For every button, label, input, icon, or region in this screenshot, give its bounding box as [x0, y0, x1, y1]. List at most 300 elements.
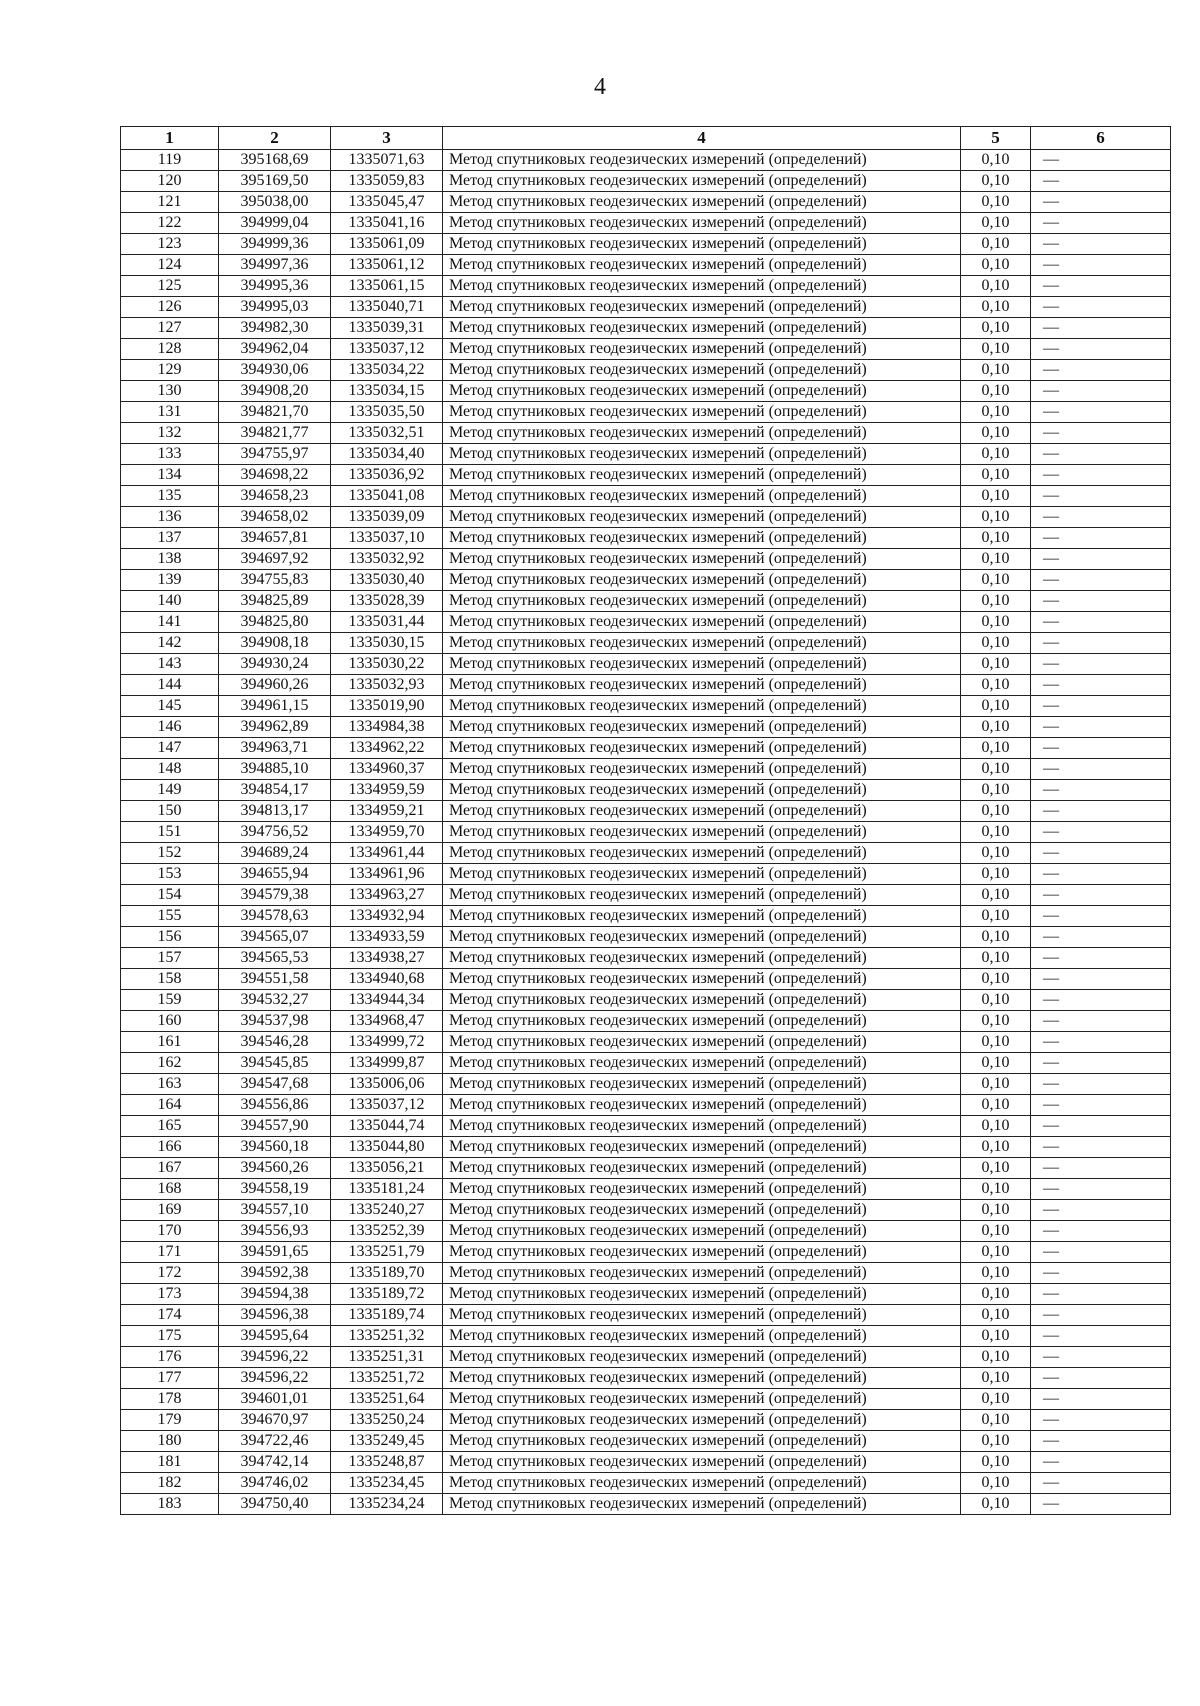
method-cell: Метод спутниковых геодезических измерений (определений)	[443, 864, 961, 885]
note-cell: —	[1031, 822, 1171, 843]
table-row	[121, 1242, 1171, 1263]
coordinate-y-cell: 1335041,16	[331, 213, 443, 234]
note-cell: —	[1031, 213, 1171, 234]
point-number-cell: 128	[121, 339, 219, 360]
coordinate-y-cell: 1335251,72	[331, 1368, 443, 1389]
coordinate-y-cell: 1334933,59	[331, 927, 443, 948]
method-cell: Метод спутниковых геодезических измерений (определений)	[443, 885, 961, 906]
point-number-cell: 156	[121, 927, 219, 948]
table-row	[121, 675, 1171, 696]
accuracy-cell: 0,10	[961, 780, 1031, 801]
note-cell: —	[1031, 318, 1171, 339]
note-cell: —	[1031, 1158, 1171, 1179]
note-cell: —	[1031, 549, 1171, 570]
table-row	[121, 1368, 1171, 1389]
table-row	[121, 1116, 1171, 1137]
accuracy-cell: 0,10	[961, 234, 1031, 255]
point-number-cell: 161	[121, 1032, 219, 1053]
table-row	[121, 1074, 1171, 1095]
point-number-cell: 155	[121, 906, 219, 927]
point-number-cell: 181	[121, 1452, 219, 1473]
point-number-cell: 124	[121, 255, 219, 276]
coordinate-y-cell: 1334959,59	[331, 780, 443, 801]
point-number-cell: 151	[121, 822, 219, 843]
coordinate-y-cell: 1334944,34	[331, 990, 443, 1011]
coordinate-y-cell: 1335030,22	[331, 654, 443, 675]
coordinate-x-cell: 394594,38	[219, 1284, 331, 1305]
table-row	[121, 864, 1171, 885]
point-number-cell: 170	[121, 1221, 219, 1242]
accuracy-cell: 0,10	[961, 1494, 1031, 1515]
coordinate-y-cell: 1335037,12	[331, 1095, 443, 1116]
coordinate-x-cell: 394546,28	[219, 1032, 331, 1053]
coordinate-x-cell: 394551,58	[219, 969, 331, 990]
accuracy-cell: 0,10	[961, 1179, 1031, 1200]
coordinate-x-cell: 394591,65	[219, 1242, 331, 1263]
table-row	[121, 1158, 1171, 1179]
note-cell: —	[1031, 1137, 1171, 1158]
method-cell: Метод спутниковых геодезических измерений (определений)	[443, 1389, 961, 1410]
coordinate-x-cell: 394750,40	[219, 1494, 331, 1515]
column-header-3: 3	[331, 127, 443, 150]
table-row	[121, 990, 1171, 1011]
coordinate-y-cell: 1334999,87	[331, 1053, 443, 1074]
point-number-cell: 173	[121, 1284, 219, 1305]
coordinate-y-cell: 1335240,27	[331, 1200, 443, 1221]
point-number-cell: 131	[121, 402, 219, 423]
accuracy-cell: 0,10	[961, 1305, 1031, 1326]
table-row	[121, 654, 1171, 675]
coordinate-y-cell: 1334959,70	[331, 822, 443, 843]
coordinate-x-cell: 394596,38	[219, 1305, 331, 1326]
method-cell: Метод спутниковых геодезических измерений (определений)	[443, 969, 961, 990]
table-row	[121, 1431, 1171, 1452]
coordinate-x-cell: 394742,14	[219, 1452, 331, 1473]
note-cell: —	[1031, 927, 1171, 948]
note-cell: —	[1031, 1368, 1171, 1389]
note-cell: —	[1031, 1200, 1171, 1221]
coordinate-y-cell: 1335032,93	[331, 675, 443, 696]
accuracy-cell: 0,10	[961, 633, 1031, 654]
accuracy-cell: 0,10	[961, 1095, 1031, 1116]
point-number-cell: 123	[121, 234, 219, 255]
method-cell: Метод спутниковых геодезических измерений (определений)	[443, 780, 961, 801]
column-header-1: 1	[121, 127, 219, 150]
accuracy-cell: 0,10	[961, 171, 1031, 192]
method-cell: Метод спутниковых геодезических измерений (определений)	[443, 339, 961, 360]
note-cell: —	[1031, 1389, 1171, 1410]
point-number-cell: 165	[121, 1116, 219, 1137]
point-number-cell: 119	[121, 150, 219, 171]
method-cell: Метод спутниковых геодезических измерений (определений)	[443, 1284, 961, 1305]
coordinate-x-cell: 394962,89	[219, 717, 331, 738]
note-cell: —	[1031, 570, 1171, 591]
coordinate-x-cell: 394962,04	[219, 339, 331, 360]
point-number-cell: 172	[121, 1263, 219, 1284]
table-row	[121, 906, 1171, 927]
coordinate-x-cell: 394999,36	[219, 234, 331, 255]
accuracy-cell: 0,10	[961, 297, 1031, 318]
accuracy-cell: 0,10	[961, 1452, 1031, 1473]
coordinate-y-cell: 1335041,08	[331, 486, 443, 507]
coordinate-y-cell: 1335034,40	[331, 444, 443, 465]
coordinate-y-cell: 1334961,96	[331, 864, 443, 885]
point-number-cell: 162	[121, 1053, 219, 1074]
table-row	[121, 801, 1171, 822]
accuracy-cell: 0,10	[961, 1284, 1031, 1305]
point-number-cell: 144	[121, 675, 219, 696]
note-cell: —	[1031, 1053, 1171, 1074]
coordinate-x-cell: 394885,10	[219, 759, 331, 780]
method-cell: Метод спутниковых геодезических измерений (определений)	[443, 822, 961, 843]
note-cell: —	[1031, 1242, 1171, 1263]
accuracy-cell: 0,10	[961, 696, 1031, 717]
accuracy-cell: 0,10	[961, 318, 1031, 339]
note-cell: —	[1031, 780, 1171, 801]
point-number-cell: 166	[121, 1137, 219, 1158]
table-row	[121, 1473, 1171, 1494]
accuracy-cell: 0,10	[961, 864, 1031, 885]
point-number-cell: 159	[121, 990, 219, 1011]
coordinate-y-cell: 1334961,44	[331, 843, 443, 864]
table-row	[121, 192, 1171, 213]
point-number-cell: 157	[121, 948, 219, 969]
coordinate-x-cell: 394908,18	[219, 633, 331, 654]
coordinate-x-cell: 394579,38	[219, 885, 331, 906]
note-cell: —	[1031, 1284, 1171, 1305]
point-number-cell: 143	[121, 654, 219, 675]
coordinate-y-cell: 1335251,32	[331, 1326, 443, 1347]
note-cell: —	[1031, 1410, 1171, 1431]
accuracy-cell: 0,10	[961, 591, 1031, 612]
accuracy-cell: 0,10	[961, 1200, 1031, 1221]
coordinate-x-cell: 394596,22	[219, 1347, 331, 1368]
note-cell: —	[1031, 1221, 1171, 1242]
coordinate-x-cell: 394689,24	[219, 843, 331, 864]
coordinate-x-cell: 394854,17	[219, 780, 331, 801]
note-cell: —	[1031, 612, 1171, 633]
coordinate-y-cell: 1335030,15	[331, 633, 443, 654]
method-cell: Метод спутниковых геодезических измерений (определений)	[443, 1095, 961, 1116]
note-cell: —	[1031, 255, 1171, 276]
table-row	[121, 339, 1171, 360]
point-number-cell: 152	[121, 843, 219, 864]
note-cell: —	[1031, 360, 1171, 381]
note-cell: —	[1031, 1011, 1171, 1032]
coordinate-x-cell: 394995,03	[219, 297, 331, 318]
header-row	[121, 127, 1171, 150]
coordinate-x-cell: 394556,93	[219, 1221, 331, 1242]
note-cell: —	[1031, 423, 1171, 444]
table-body	[121, 150, 1171, 1515]
accuracy-cell: 0,10	[961, 1137, 1031, 1158]
table-row	[121, 507, 1171, 528]
note-cell: —	[1031, 843, 1171, 864]
method-cell: Метод спутниковых геодезических измерений (определений)	[443, 234, 961, 255]
coordinate-y-cell: 1335044,80	[331, 1137, 443, 1158]
method-cell: Метод спутниковых геодезических измерений (определений)	[443, 1137, 961, 1158]
coordinate-x-cell: 394930,06	[219, 360, 331, 381]
method-cell: Метод спутниковых геодезических измерений (определений)	[443, 1410, 961, 1431]
accuracy-cell: 0,10	[961, 969, 1031, 990]
accuracy-cell: 0,10	[961, 486, 1031, 507]
accuracy-cell: 0,10	[961, 507, 1031, 528]
coordinate-x-cell: 395169,50	[219, 171, 331, 192]
method-cell: Метод спутниковых геодезических измерений (определений)	[443, 507, 961, 528]
coordinate-x-cell: 394825,80	[219, 612, 331, 633]
table-row	[121, 150, 1171, 171]
method-cell: Метод спутниковых геодезических измерений (определений)	[443, 906, 961, 927]
coordinate-x-cell: 394532,27	[219, 990, 331, 1011]
coordinate-y-cell: 1335039,31	[331, 318, 443, 339]
table-row	[121, 1200, 1171, 1221]
table-row	[121, 969, 1171, 990]
table-row	[121, 234, 1171, 255]
table-row	[121, 549, 1171, 570]
point-number-cell: 122	[121, 213, 219, 234]
coordinate-y-cell: 1334963,27	[331, 885, 443, 906]
point-number-cell: 160	[121, 1011, 219, 1032]
coordinate-y-cell: 1335030,40	[331, 570, 443, 591]
accuracy-cell: 0,10	[961, 1011, 1031, 1032]
point-number-cell: 176	[121, 1347, 219, 1368]
accuracy-cell: 0,10	[961, 444, 1031, 465]
note-cell: —	[1031, 192, 1171, 213]
method-cell: Метод спутниковых геодезических измерений (определений)	[443, 276, 961, 297]
point-number-cell: 140	[121, 591, 219, 612]
accuracy-cell: 0,10	[961, 1431, 1031, 1452]
point-number-cell: 132	[121, 423, 219, 444]
accuracy-cell: 0,10	[961, 192, 1031, 213]
coordinate-x-cell: 394755,83	[219, 570, 331, 591]
coordinate-y-cell: 1334932,94	[331, 906, 443, 927]
accuracy-cell: 0,10	[961, 1389, 1031, 1410]
note-cell: —	[1031, 444, 1171, 465]
column-header-4: 4	[443, 127, 961, 150]
note-cell: —	[1031, 1116, 1171, 1137]
point-number-cell: 174	[121, 1305, 219, 1326]
accuracy-cell: 0,10	[961, 1410, 1031, 1431]
accuracy-cell: 0,10	[961, 549, 1031, 570]
coordinate-y-cell: 1335249,45	[331, 1431, 443, 1452]
method-cell: Метод спутниковых геодезических измерений (определений)	[443, 1263, 961, 1284]
note-cell: —	[1031, 738, 1171, 759]
coordinates-table	[120, 126, 1171, 1515]
point-number-cell: 135	[121, 486, 219, 507]
table-row	[121, 1410, 1171, 1431]
coordinate-x-cell: 394825,89	[219, 591, 331, 612]
coordinate-x-cell: 394821,70	[219, 402, 331, 423]
coordinate-y-cell: 1334984,38	[331, 717, 443, 738]
accuracy-cell: 0,10	[961, 906, 1031, 927]
coordinate-y-cell: 1335251,31	[331, 1347, 443, 1368]
accuracy-cell: 0,10	[961, 1221, 1031, 1242]
coordinate-y-cell: 1335032,92	[331, 549, 443, 570]
note-cell: —	[1031, 465, 1171, 486]
coordinate-x-cell: 394961,15	[219, 696, 331, 717]
coordinate-y-cell: 1335189,70	[331, 1263, 443, 1284]
method-cell: Метод спутниковых геодезических измерений (определений)	[443, 1473, 961, 1494]
point-number-cell: 147	[121, 738, 219, 759]
table-row	[121, 1284, 1171, 1305]
point-number-cell: 146	[121, 717, 219, 738]
coordinate-x-cell: 394565,53	[219, 948, 331, 969]
accuracy-cell: 0,10	[961, 1158, 1031, 1179]
coordinate-y-cell: 1335044,74	[331, 1116, 443, 1137]
coordinate-x-cell: 394746,02	[219, 1473, 331, 1494]
accuracy-cell: 0,10	[961, 738, 1031, 759]
point-number-cell: 125	[121, 276, 219, 297]
accuracy-cell: 0,10	[961, 927, 1031, 948]
table-row	[121, 570, 1171, 591]
note-cell: —	[1031, 339, 1171, 360]
coordinate-x-cell: 395168,69	[219, 150, 331, 171]
note-cell: —	[1031, 717, 1171, 738]
note-cell: —	[1031, 150, 1171, 171]
accuracy-cell: 0,10	[961, 675, 1031, 696]
coordinate-y-cell: 1334960,37	[331, 759, 443, 780]
coordinate-x-cell: 394595,64	[219, 1326, 331, 1347]
table-row	[121, 1494, 1171, 1515]
method-cell: Метод спутниковых геодезических измерений (определений)	[443, 948, 961, 969]
accuracy-cell: 0,10	[961, 948, 1031, 969]
note-cell: —	[1031, 1494, 1171, 1515]
coordinate-y-cell: 1335019,90	[331, 696, 443, 717]
point-number-cell: 158	[121, 969, 219, 990]
coordinate-y-cell: 1335071,63	[331, 150, 443, 171]
coordinate-y-cell: 1335028,39	[331, 591, 443, 612]
coordinate-x-cell: 394930,24	[219, 654, 331, 675]
table-row	[121, 1032, 1171, 1053]
table-row	[121, 1326, 1171, 1347]
method-cell: Метод спутниковых геодезических измерений (определений)	[443, 1158, 961, 1179]
point-number-cell: 183	[121, 1494, 219, 1515]
method-cell: Метод спутниковых геодезических измерений (определений)	[443, 738, 961, 759]
point-number-cell: 121	[121, 192, 219, 213]
coordinate-y-cell: 1335061,12	[331, 255, 443, 276]
coordinate-y-cell: 1335189,72	[331, 1284, 443, 1305]
point-number-cell: 134	[121, 465, 219, 486]
coordinate-y-cell: 1334959,21	[331, 801, 443, 822]
coordinate-y-cell: 1335037,12	[331, 339, 443, 360]
method-cell: Метод спутниковых геодезических измерений (определений)	[443, 1431, 961, 1452]
accuracy-cell: 0,10	[961, 465, 1031, 486]
method-cell: Метод спутниковых геодезических измерений (определений)	[443, 612, 961, 633]
coordinate-y-cell: 1335252,39	[331, 1221, 443, 1242]
table-row	[121, 297, 1171, 318]
note-cell: —	[1031, 675, 1171, 696]
method-cell: Метод спутниковых геодезических измерений (определений)	[443, 1347, 961, 1368]
coordinate-x-cell: 394813,17	[219, 801, 331, 822]
note-cell: —	[1031, 276, 1171, 297]
point-number-cell: 142	[121, 633, 219, 654]
accuracy-cell: 0,10	[961, 339, 1031, 360]
accuracy-cell: 0,10	[961, 1263, 1031, 1284]
note-cell: —	[1031, 171, 1171, 192]
note-cell: —	[1031, 759, 1171, 780]
note-cell: —	[1031, 885, 1171, 906]
point-number-cell: 154	[121, 885, 219, 906]
table-row	[121, 276, 1171, 297]
point-number-cell: 136	[121, 507, 219, 528]
note-cell: —	[1031, 948, 1171, 969]
note-cell: —	[1031, 1074, 1171, 1095]
method-cell: Метод спутниковых геодезических измерений (определений)	[443, 171, 961, 192]
point-number-cell: 177	[121, 1368, 219, 1389]
accuracy-cell: 0,10	[961, 1032, 1031, 1053]
coordinate-x-cell: 394560,18	[219, 1137, 331, 1158]
method-cell: Метод спутниковых геодезических измерений (определений)	[443, 1242, 961, 1263]
accuracy-cell: 0,10	[961, 843, 1031, 864]
coordinate-x-cell: 394997,36	[219, 255, 331, 276]
method-cell: Метод спутниковых геодезических измерений (определений)	[443, 486, 961, 507]
method-cell: Метод спутниковых геодезических измерений (определений)	[443, 591, 961, 612]
table-row	[121, 738, 1171, 759]
table-row	[121, 318, 1171, 339]
coordinate-y-cell: 1335040,71	[331, 297, 443, 318]
point-number-cell: 139	[121, 570, 219, 591]
coordinate-x-cell: 394722,46	[219, 1431, 331, 1452]
point-number-cell: 150	[121, 801, 219, 822]
coordinate-x-cell: 394565,07	[219, 927, 331, 948]
note-cell: —	[1031, 1032, 1171, 1053]
method-cell: Метод спутниковых геодезических измерений (определений)	[443, 192, 961, 213]
coordinate-y-cell: 1335037,10	[331, 528, 443, 549]
note-cell: —	[1031, 297, 1171, 318]
note-cell: —	[1031, 696, 1171, 717]
method-cell: Метод спутниковых геодезических измерений (определений)	[443, 1074, 961, 1095]
accuracy-cell: 0,10	[961, 1347, 1031, 1368]
table-row	[121, 612, 1171, 633]
coordinate-x-cell: 394655,94	[219, 864, 331, 885]
note-cell: —	[1031, 864, 1171, 885]
table-row	[121, 885, 1171, 906]
coordinate-y-cell: 1335251,64	[331, 1389, 443, 1410]
coordinate-y-cell: 1335061,09	[331, 234, 443, 255]
method-cell: Метод спутниковых геодезических измерений (определений)	[443, 150, 961, 171]
note-cell: —	[1031, 1179, 1171, 1200]
coordinate-y-cell: 1335031,44	[331, 612, 443, 633]
note-cell: —	[1031, 486, 1171, 507]
accuracy-cell: 0,10	[961, 1326, 1031, 1347]
coordinate-x-cell: 394556,86	[219, 1095, 331, 1116]
method-cell: Метод спутниковых геодезических измерений (определений)	[443, 1221, 961, 1242]
table-row	[121, 360, 1171, 381]
point-number-cell: 153	[121, 864, 219, 885]
method-cell: Метод спутниковых геодезических измерений (определений)	[443, 801, 961, 822]
method-cell: Метод спутниковых геодезических измерений (определений)	[443, 1305, 961, 1326]
accuracy-cell: 0,10	[961, 1242, 1031, 1263]
coordinate-y-cell: 1335039,09	[331, 507, 443, 528]
coordinate-x-cell: 394578,63	[219, 906, 331, 927]
note-cell: —	[1031, 1473, 1171, 1494]
accuracy-cell: 0,10	[961, 801, 1031, 822]
coordinate-y-cell: 1335251,79	[331, 1242, 443, 1263]
accuracy-cell: 0,10	[961, 822, 1031, 843]
coordinate-x-cell: 394755,97	[219, 444, 331, 465]
method-cell: Метод спутниковых геодезических измерений (определений)	[443, 1368, 961, 1389]
table-row	[121, 213, 1171, 234]
note-cell: —	[1031, 507, 1171, 528]
point-number-cell: 138	[121, 549, 219, 570]
accuracy-cell: 0,10	[961, 381, 1031, 402]
accuracy-cell: 0,10	[961, 885, 1031, 906]
point-number-cell: 130	[121, 381, 219, 402]
table-row	[121, 843, 1171, 864]
table-row	[121, 1389, 1171, 1410]
coordinate-y-cell: 1335056,21	[331, 1158, 443, 1179]
accuracy-cell: 0,10	[961, 759, 1031, 780]
